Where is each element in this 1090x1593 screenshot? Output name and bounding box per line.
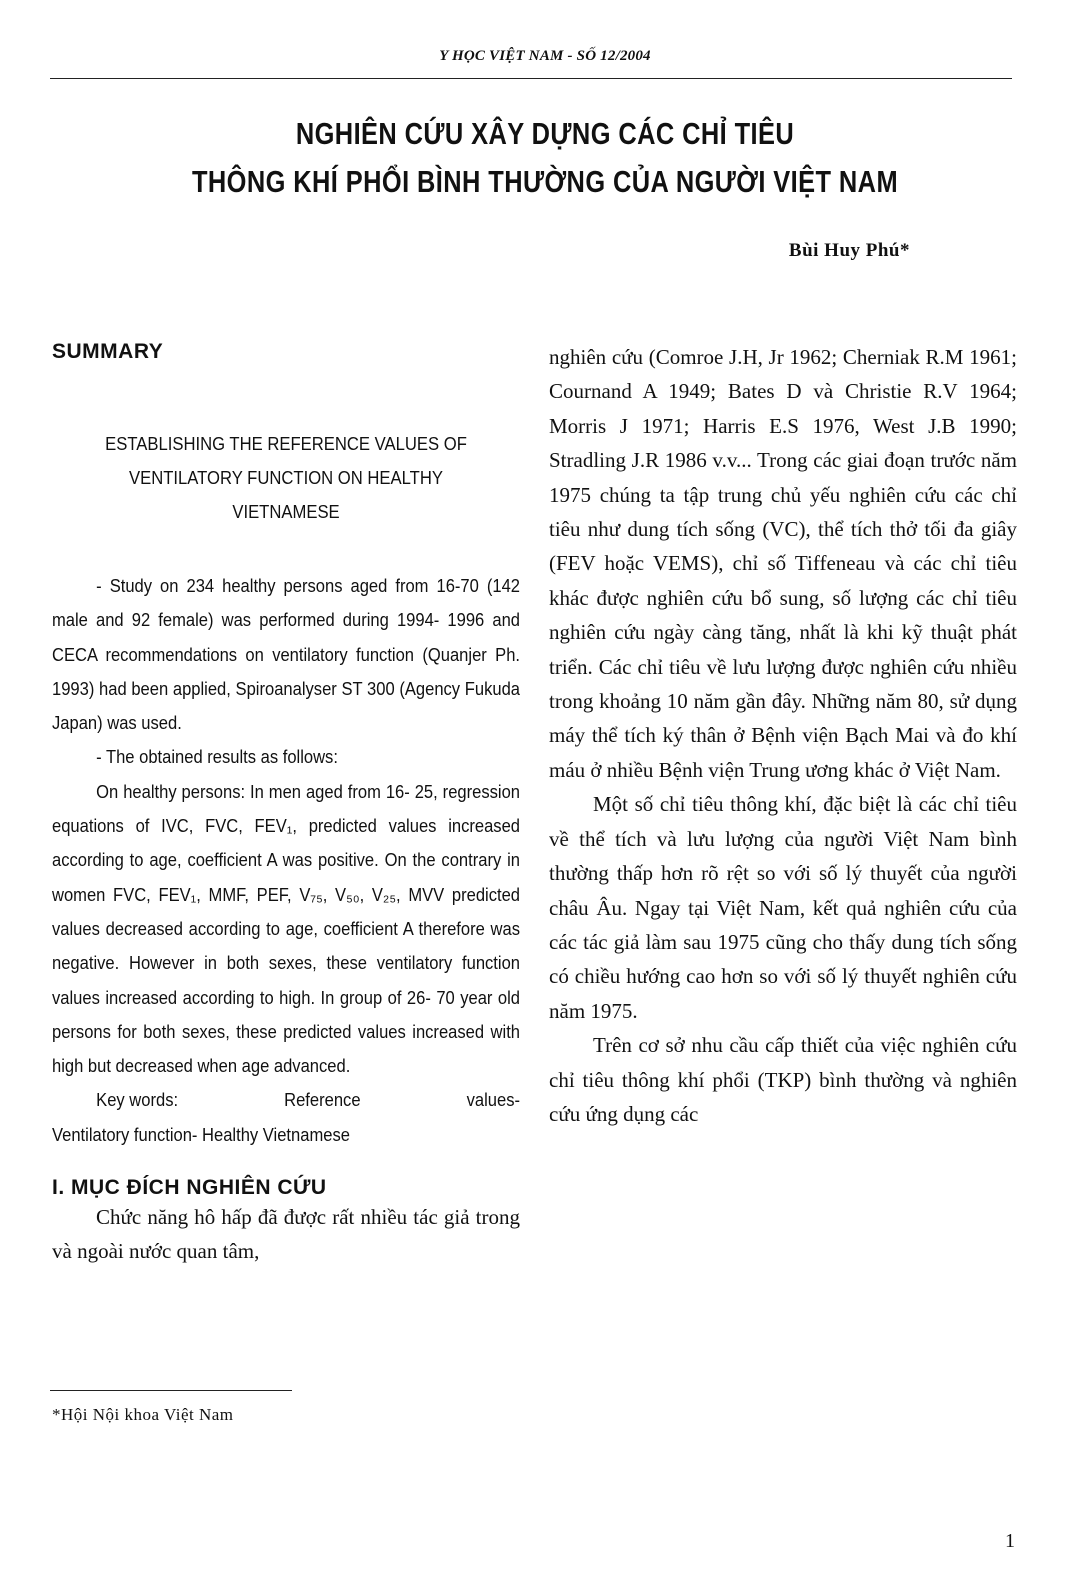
- summary-results-intro: - The obtained results as follows:: [96, 747, 338, 768]
- keywords: [52, 1083, 520, 1152]
- right-paragraph-2: Một số chỉ tiêu thông khí, đặc biệt là các chỉ tiêu về thể tích và lưu lượng của người Việt Nam bình thường thấp hơn rõ rệt so với số lý thuyết của người châu Âu. Ngay tại Việt Nam, kết quả nghiên cứu của các tác giả làm sau 1975 cũng cho thấy dung tích sống có chiều hướng cao hơn so với số lý thuyết nghiên cứu năm 1975.: [549, 792, 1017, 1023]
- title-line-1: NGHIÊN CỨU XÂY DỰNG CÁC CHỈ TIÊU: [295, 116, 795, 151]
- author-name: Bùi Huy Phú*: [788, 240, 910, 261]
- summary-study-paragraph: - Study on 234 healthy persons aged from 16-70 (142 male and 92 female) was performed during 1994- 1996 and CECA recommendations on ventilatory function (Quanjer Ph. 1993) had been applied, Spiroanalyser ST 300 (Agency Fukuda Japan) was used.: [52, 576, 521, 734]
- keywords-rest: Ventilatory function- Healthy Vietnamese: [52, 1124, 350, 1145]
- section-1-paragraph: Chức năng hô hấp đã được rất nhiều tác giả trong và ngoài nước quan tâm,: [52, 1205, 520, 1264]
- summary-heading: SUMMARY: [52, 340, 164, 363]
- running-head: Y HỌC VIỆT NAM - SỐ 12/2004: [439, 48, 651, 64]
- keywords-second: values-: [466, 1090, 521, 1111]
- right-paragraph-3: Trên cơ sở nhu cầu cấp thiết của việc nghiên cứu chỉ tiêu thông khí phổi (TKP) bình thường và nghiên cứu ứng dụng các: [549, 1033, 1017, 1126]
- right-paragraph-1: nghiên cứu (Comroe J.H, Jr 1962; Cherniak R.M 1961; Cournand A 1949; Bates D và Christie R.V 1964; Morris J 1971; Harris E.S 1976, West J.B 1990; Stradling J.R 1986 v.v... Trong các giai đoạn trước năm 1975 chúng ta tập trung chủ yếu nghiên cứu các chỉ tiêu như dung tích sống (VC), thể tích thở tối đa giây (FEV hoặc VEMS), chỉ số Tiffeneau và các chỉ tiêu khác được nghiên cứu bổ sung, số lượng các chỉ tiêu nghiên cứu ngày càng tăng, nhất là khi kỹ thuật phát triển. Các chỉ tiêu về lưu lượng được nghiên cứu nhiều trong khoảng 10 năm gần đây. Những năm 80, sử dụng máy thể tích ký thân ở Bệnh viện Bạch Mai và đo khí máu ở nhiều Bệnh viện Trung ương khác ở Việt Nam.: [549, 345, 1017, 782]
- footnote: *Hội Nội khoa Việt Nam: [52, 1405, 234, 1424]
- left-column: [52, 340, 520, 1269]
- summary-results-paragraph: On healthy persons: In men aged from 16- 25, regression equations of IVC, FVC, FEV₁, predicted values increased according to age, coefficient A was positive. On the contrary in women FVC, FEV₁, MMF, PEF, V₇₅, V₅₀, V₂₅, MVV predicted values decreased according to age, coefficient A therefore was negative. However in both sexes, these ventilatory function values increased according to high. In group of 26- 70 year old persons for both sexes, these predicted values increased with high but decreased when age advanced.: [52, 781, 521, 1077]
- keywords-label: Key words:: [96, 1090, 179, 1111]
- summary-english-title: [75, 427, 496, 529]
- right-column: [549, 340, 1017, 1131]
- summary-title-line: VENTILATORY FUNCTION ON HEALTHY: [129, 467, 443, 488]
- keywords-first: Reference: [284, 1090, 361, 1111]
- footnote-rule: [50, 1390, 292, 1391]
- summary-title-line: VIETNAMESE: [232, 501, 340, 522]
- article-title: [98, 110, 992, 206]
- title-line-2: THÔNG KHÍ PHỔI BÌNH THƯỜNG CỦA NGƯỜI VIỆT NAM: [191, 164, 899, 199]
- section-1-heading: I. MỤC ĐÍCH NGHIÊN CỨU: [52, 1176, 327, 1200]
- header-rule: [50, 78, 1012, 79]
- summary-title-line: ESTABLISHING THE REFERENCE VALUES OF: [105, 433, 467, 454]
- page-number: 1: [1005, 1530, 1015, 1552]
